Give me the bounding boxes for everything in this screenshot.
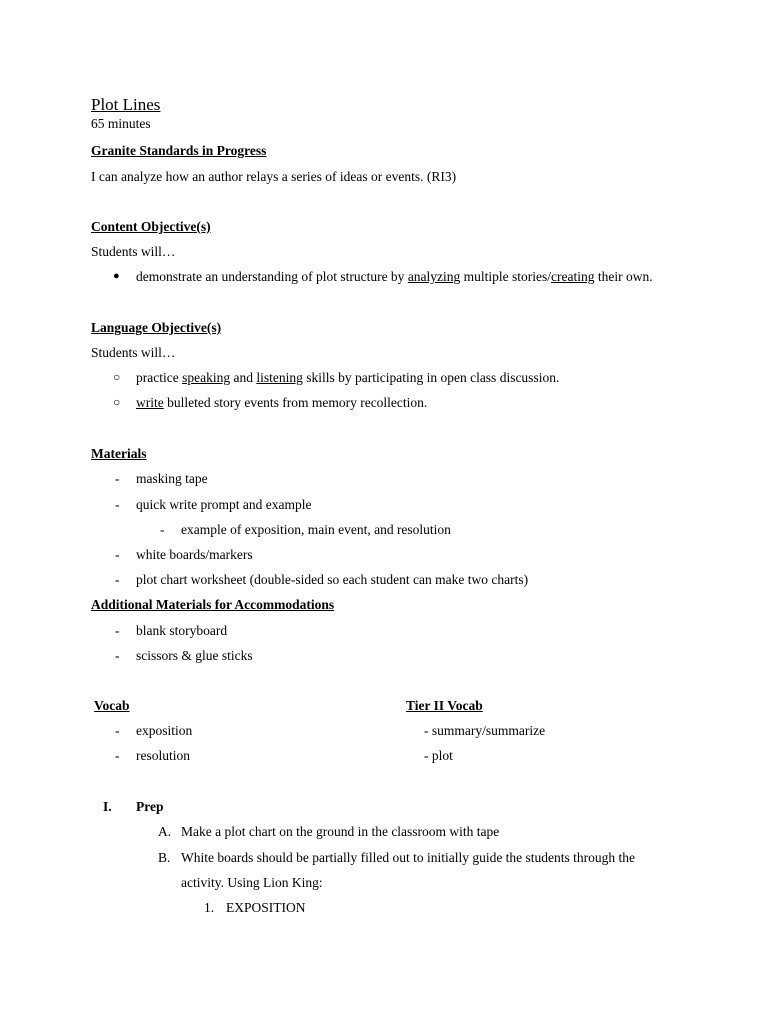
- tier2-vocab-item: - plot: [424, 748, 453, 763]
- vocab-item: exposition: [136, 723, 193, 738]
- hollow-bullet-icon: ○: [113, 395, 121, 409]
- language-objective-item: [136, 396, 427, 410]
- dash-marker: -: [115, 572, 120, 587]
- section-numeral: I.: [103, 799, 112, 814]
- additional-materials-heading: Additional Materials for Accommodations: [91, 597, 335, 612]
- prep-item-a: Make a plot chart on the ground in the classroom with tape: [181, 824, 500, 839]
- additional-material-item: blank storyboard: [136, 623, 228, 638]
- underlined-word: creating: [551, 269, 595, 284]
- dash-marker: -: [115, 723, 120, 738]
- granite-standards-heading: Granite Standards in Progress: [91, 143, 267, 158]
- content-objectives-heading: Content Objective(s): [91, 219, 211, 234]
- language-objectives-intro: Students will…: [91, 345, 176, 360]
- materials-heading: Materials: [91, 446, 147, 461]
- prep-item-b-line2: activity. Using Lion King:: [181, 875, 323, 890]
- underlined-word: listening: [256, 370, 303, 385]
- prep-item-b-line1: White boards should be partially filled out to initially guide the students through the: [181, 850, 636, 865]
- text-span: multiple stories/: [460, 269, 552, 284]
- dash-marker: -: [115, 547, 120, 562]
- list-marker: A.: [158, 824, 172, 839]
- text-span: bulleted story events from memory recollection.: [163, 395, 428, 410]
- vocab-item: resolution: [136, 748, 190, 763]
- list-marker: B.: [158, 850, 171, 865]
- dash-marker: -: [115, 497, 120, 512]
- text-span: skills by participating in open class discussion.: [302, 370, 560, 385]
- dash-marker: -: [160, 522, 165, 537]
- underlined-word: write: [136, 395, 164, 410]
- material-item: masking tape: [136, 471, 208, 486]
- underlined-word: analyzing: [407, 269, 461, 284]
- dash-marker: -: [115, 623, 120, 638]
- language-objective-item: [136, 371, 559, 385]
- material-item: plot chart worksheet (double-sided so each student can make two charts): [136, 572, 529, 587]
- vocab-heading: Vocab: [94, 698, 130, 713]
- text-span: practice: [136, 370, 183, 385]
- tier2-vocab-heading: Tier II Vocab: [406, 698, 483, 713]
- list-marker: 1.: [204, 900, 215, 915]
- material-item: white boards/markers: [136, 547, 253, 562]
- tier2-vocab-item: - summary/summarize: [424, 723, 546, 738]
- text-span: their own.: [594, 269, 653, 284]
- hollow-bullet-icon: ○: [113, 370, 121, 384]
- text-span: and: [230, 370, 257, 385]
- prep-heading: Prep: [136, 799, 164, 814]
- additional-material-item: scissors & glue sticks: [136, 648, 253, 663]
- page-title: Plot Lines: [91, 95, 161, 114]
- language-objectives-heading: Language Objective(s): [91, 320, 222, 335]
- dash-marker: -: [115, 648, 120, 663]
- dash-marker: -: [115, 748, 120, 763]
- content-objectives-intro: Students will…: [91, 244, 176, 259]
- material-subitem: example of exposition, main event, and resolution: [181, 522, 451, 537]
- content-objective-item: [136, 270, 653, 284]
- text-span: demonstrate an understanding of plot structure by: [136, 269, 408, 284]
- material-item: quick write prompt and example: [136, 497, 312, 512]
- lesson-duration: 65 minutes: [91, 116, 151, 131]
- bullet-icon: ●: [113, 270, 120, 282]
- prep-subitem: EXPOSITION: [226, 900, 306, 915]
- underlined-word: speaking: [182, 370, 231, 385]
- dash-marker: -: [115, 471, 120, 486]
- granite-standards-text: I can analyze how an author relays a series of ideas or events. (RI3): [91, 169, 457, 184]
